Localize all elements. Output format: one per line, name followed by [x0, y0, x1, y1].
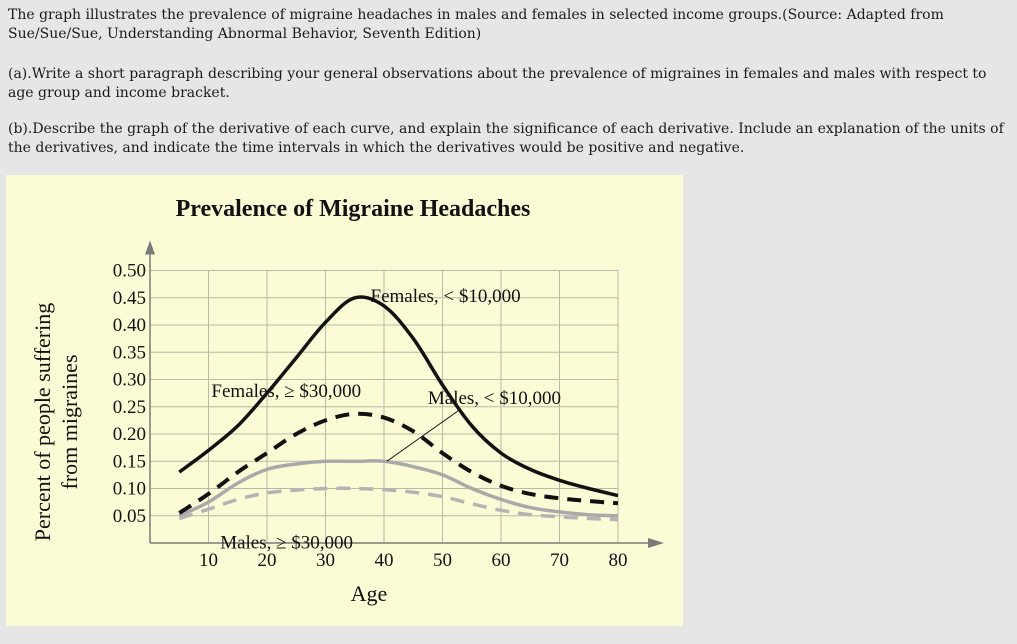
- question-part-b: (b).Describe the graph of the derivative of each curve, and explain the significance of each derivative. Include an explanation of the units of the derivatives, and indicate the time intervals in which the derivatives would be positive and negative.: [8, 121, 1004, 156]
- annotation-males-high-income: Males, ≥ $30,000: [220, 532, 354, 554]
- y-tick-label: 0.45: [112, 287, 146, 309]
- y-tick-label: 0.05: [112, 505, 146, 527]
- y-tick-label: 0.10: [112, 478, 146, 500]
- problem-intro: The graph illustrates the prevalence of migraine headaches in males and females in selected income groups.(Source: Adapted from Sue/Sue/Sue, Understanding Abnormal Behavior, Seventh Edition): [8, 7, 944, 42]
- x-axis-label: Age: [350, 581, 388, 606]
- annotation-leader-line: [387, 409, 460, 461]
- migraine-chart: [6, 175, 683, 626]
- annotation-females-low-income: Females, < $10,000: [370, 286, 521, 308]
- annotation-males-low-income: Males, < $10,000: [427, 388, 562, 410]
- x-tick-label: 40: [374, 550, 394, 571]
- x-tick-label: 50: [433, 550, 452, 571]
- annotation-females-high-income: Females, ≥ $30,000: [211, 380, 362, 402]
- x-tick-label: 80: [608, 550, 628, 571]
- x-axis-arrow: [648, 538, 664, 548]
- y-axis-label-line2: from migraines: [57, 354, 82, 490]
- x-tick-label: 60: [491, 550, 511, 571]
- x-tick-label: 10: [199, 550, 218, 571]
- y-tick-label: 0.50: [112, 260, 146, 282]
- series-line-males-30-000: [179, 488, 618, 519]
- x-tick-label: 30: [316, 550, 335, 571]
- y-tick-label: 0.40: [112, 315, 146, 336]
- x-tick-label: 20: [257, 550, 277, 571]
- chart-title: Prevalence of Migraine Headaches: [175, 196, 531, 222]
- question-part-a: (a).Write a short paragraph describing your general observations about the prevalence of migraines in females and males with respect to age group and income bracket.: [8, 66, 987, 101]
- y-tick-label: 0.20: [112, 424, 146, 445]
- y-tick-label: 0.30: [112, 369, 146, 391]
- migraine-chart-figure: [6, 175, 683, 626]
- y-tick-label: 0.25: [112, 396, 146, 418]
- x-tick-label: 70: [550, 550, 569, 571]
- y-axis-arrow: [145, 241, 155, 255]
- y-tick-label: 0.35: [112, 342, 146, 364]
- y-axis-label-line1: Percent of people suffering: [30, 302, 55, 542]
- y-tick-label: 0.15: [112, 451, 146, 473]
